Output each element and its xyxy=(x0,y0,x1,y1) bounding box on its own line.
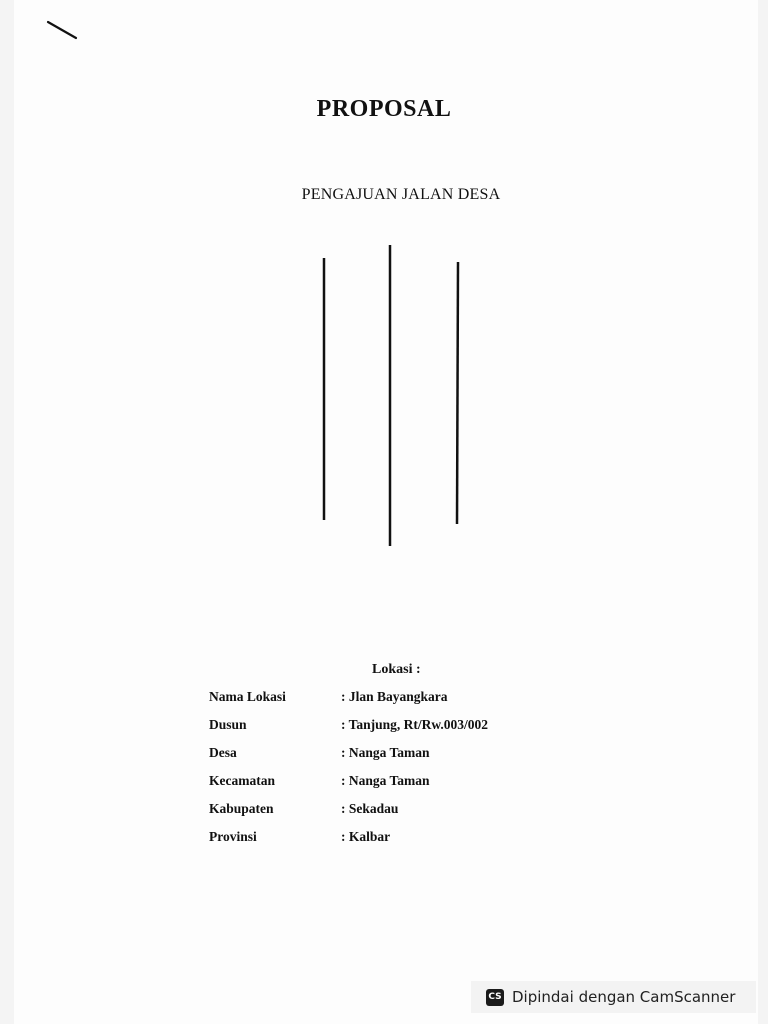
info-row-provinsi xyxy=(209,829,488,857)
document-title: PROPOSAL xyxy=(316,96,452,122)
info-value: : Kalbar xyxy=(341,829,391,844)
info-value: : Tanjung, Rt/Rw.003/002 xyxy=(341,717,489,732)
location-info-table xyxy=(209,689,488,857)
info-value: : Nanga Taman xyxy=(341,745,430,760)
info-row-nama-lokasi xyxy=(209,689,488,717)
camscanner-watermark xyxy=(471,981,756,1013)
camscanner-logo-icon: CS xyxy=(486,989,504,1006)
decorative-vertical-lines xyxy=(300,240,480,560)
info-label: Dusun xyxy=(209,717,247,732)
corner-pen-mark xyxy=(0,0,100,60)
info-row-desa xyxy=(209,745,488,773)
info-row-kecamatan xyxy=(209,773,488,801)
info-label: Nama Lokasi xyxy=(209,689,286,704)
document-subtitle: PENGAJUAN JALAN DESA xyxy=(301,186,501,203)
info-row-dusun xyxy=(209,717,488,745)
info-label: Desa xyxy=(209,745,237,760)
vertical-line-right xyxy=(457,262,458,524)
info-row-kabupaten xyxy=(209,801,488,829)
info-value: : Nanga Taman xyxy=(341,773,430,788)
lokasi-heading: Lokasi : xyxy=(372,662,421,677)
info-label: Kecamatan xyxy=(209,773,275,788)
camscanner-text: Dipindai dengan CamScanner xyxy=(512,988,736,1006)
info-value: : Sekadau xyxy=(341,801,399,816)
info-label: Provinsi xyxy=(209,829,257,844)
info-value: : Jlan Bayangkara xyxy=(341,689,448,704)
info-label: Kabupaten xyxy=(209,801,274,816)
